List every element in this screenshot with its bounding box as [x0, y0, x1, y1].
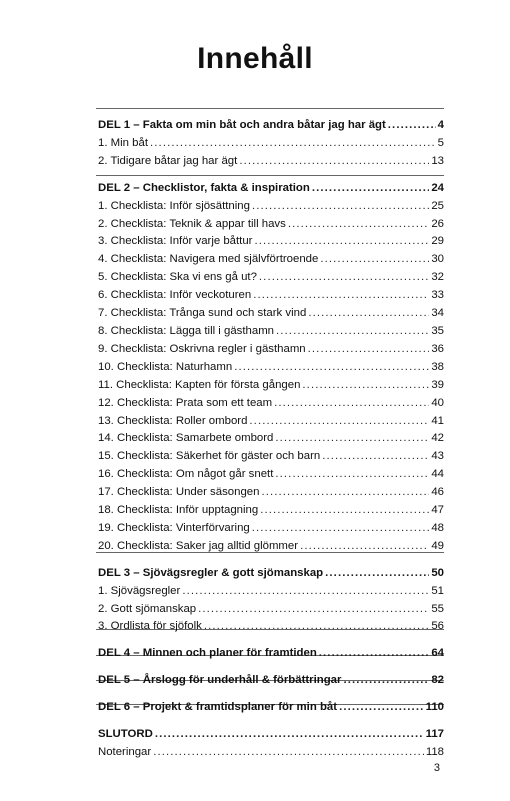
- toc-entry-label: 1. Checklista: Inför sjösättning: [98, 199, 250, 212]
- toc-entry-page: 13: [431, 154, 444, 167]
- toc-section-heading[interactable]: [98, 726, 444, 744]
- toc-entry[interactable]: [98, 520, 444, 538]
- toc-entry-page: 56: [431, 620, 444, 633]
- dot-leader: [261, 484, 429, 502]
- toc-entry-page: 49: [431, 539, 444, 552]
- toc-entry[interactable]: [98, 269, 444, 287]
- toc-section-heading[interactable]: [98, 645, 444, 663]
- toc-entry-label: 1. Min båt: [98, 136, 149, 149]
- toc-section-heading[interactable]: [98, 117, 444, 135]
- dot-leader: [150, 135, 436, 153]
- toc-entry-page: 32: [431, 271, 444, 284]
- dot-leader: [253, 287, 429, 305]
- toc-entry-label: 2. Checklista: Teknik & appar till havs: [98, 217, 286, 230]
- toc-entry-label: 8. Checklista: Lägga till i gästhamn: [98, 324, 275, 337]
- dot-leader: [288, 216, 430, 234]
- toc-entry[interactable]: [98, 502, 444, 520]
- dot-leader: [234, 359, 429, 377]
- section-spacer: [98, 717, 444, 726]
- toc-entry-page: 40: [431, 396, 444, 409]
- toc-entry-page: 55: [431, 602, 444, 615]
- dot-leader: [276, 323, 429, 341]
- toc-entry-page: 50: [431, 566, 444, 579]
- toc-entry-page: 24: [431, 181, 444, 194]
- toc-entry-page: 30: [431, 253, 444, 266]
- dot-leader: [300, 538, 429, 556]
- toc-entry-page: 36: [431, 342, 444, 355]
- toc-entry[interactable]: [98, 466, 444, 484]
- toc-entry-page: 118: [425, 746, 444, 758]
- toc-entry-page: 39: [431, 378, 444, 391]
- toc-entry-label: 11. Checklista: Kapten för första gången: [98, 378, 301, 391]
- toc-entry-label: SLUTORD: [98, 728, 153, 741]
- toc-entry-label: 19. Checklista: Vinterförvaring: [98, 521, 250, 534]
- toc-entry-page: 44: [431, 468, 444, 481]
- dot-leader: [339, 699, 424, 717]
- section-spacer: [98, 171, 444, 180]
- toc-entry-page: 51: [431, 584, 444, 597]
- toc-entry[interactable]: [98, 287, 444, 305]
- dot-leader: [343, 672, 429, 690]
- dot-leader: [182, 583, 429, 601]
- dot-leader: [320, 251, 429, 269]
- toc-entry[interactable]: [98, 135, 444, 153]
- toc-entry-page: 42: [431, 432, 444, 445]
- toc-entry[interactable]: [98, 305, 444, 323]
- dot-leader: [308, 341, 430, 359]
- toc-entry-label: DEL 6 – Projekt & framtidsplaner för min båt: [98, 701, 338, 714]
- toc-entry[interactable]: [98, 618, 444, 636]
- dot-leader: [204, 618, 430, 636]
- toc-entry-label: 6. Checklista: Inför veckoturen: [98, 289, 252, 302]
- toc-entry-label: 4. Checklista: Navigera med självförtroende: [98, 253, 319, 266]
- toc-entry-label: 13. Checklista: Roller ombord: [98, 414, 248, 427]
- toc-entry-label: 14. Checklista: Samarbete ombord: [98, 432, 274, 445]
- toc-section-heading[interactable]: [98, 672, 444, 690]
- dot-leader: [155, 726, 424, 744]
- dot-leader: [249, 413, 429, 431]
- dot-leader: [319, 645, 430, 663]
- dot-leader: [275, 466, 429, 484]
- page-number: 3: [433, 762, 440, 774]
- toc-entry-page: 117: [425, 728, 444, 741]
- dot-leader: [254, 233, 429, 251]
- toc-entry-page: 38: [431, 360, 444, 373]
- dot-leader: [322, 448, 429, 466]
- toc-entry-page: 43: [431, 450, 444, 463]
- toc-entry-label: 16. Checklista: Om något går snett: [98, 468, 274, 481]
- dot-leader: [302, 377, 429, 395]
- toc-entry-label: 5. Checklista: Ska vi ens gå ut?: [98, 271, 257, 284]
- dot-leader: [325, 565, 429, 583]
- dot-leader: [252, 198, 429, 216]
- toc-entry-label: DEL 3 – Sjövägsregler & gott sjömanskap: [98, 566, 324, 579]
- toc-section-heading[interactable]: [98, 699, 444, 717]
- toc-entry[interactable]: [98, 198, 444, 216]
- toc-entry-label: 2. Gott sjömanskap: [98, 602, 197, 615]
- toc-entry-page: 5: [437, 136, 444, 149]
- toc-entry-page: 34: [431, 307, 444, 320]
- toc-entry-label: 20. Checklista: Saker jag alltid glömmer: [98, 539, 299, 552]
- toc-entry-page: 41: [431, 414, 444, 427]
- dot-leader: [274, 395, 429, 413]
- toc-entry-label: 3. Checklista: Inför varje båttur: [98, 235, 253, 248]
- toc-entry[interactable]: [98, 413, 444, 431]
- table-of-contents: [98, 117, 444, 762]
- toc-entry-page: 26: [431, 217, 444, 230]
- dot-leader: [153, 744, 424, 762]
- toc-entry-label: 17. Checklista: Under säsongen: [98, 486, 260, 499]
- dot-leader: [312, 180, 429, 198]
- toc-entry[interactable]: [98, 430, 444, 448]
- toc-entry-label: Noteringar: [98, 746, 152, 758]
- toc-entry-page: 110: [425, 701, 444, 714]
- dot-leader: [308, 305, 429, 323]
- dot-leader: [260, 502, 429, 520]
- toc-section-heading[interactable]: [98, 565, 444, 583]
- toc-entry-label: 7. Checklista: Trånga sund och stark vind: [98, 307, 307, 320]
- dot-leader: [239, 153, 429, 171]
- toc-entry[interactable]: [98, 395, 444, 413]
- toc-entry-page: 29: [431, 235, 444, 248]
- toc-entry-page: 82: [431, 674, 444, 687]
- divider-line: [96, 108, 444, 109]
- section-spacer: [98, 556, 444, 565]
- dot-leader: [252, 520, 430, 538]
- toc-entry[interactable]: [98, 233, 444, 251]
- toc-section-heading[interactable]: [98, 180, 444, 198]
- toc-entry-label: 9. Checklista: Oskrivna regler i gästhamn: [98, 342, 306, 355]
- toc-entry-label: 3. Ordlista för sjöfolk: [98, 620, 202, 633]
- toc-entry-page: 33: [431, 289, 444, 302]
- toc-entry-label: 12. Checklista: Prata som ett team: [98, 396, 273, 409]
- toc-entry[interactable]: [98, 538, 444, 556]
- toc-entry-page: 35: [431, 324, 444, 337]
- toc-entry-label: DEL 2 – Checklistor, fakta & inspiration: [98, 181, 310, 194]
- dot-leader: [259, 269, 429, 287]
- section-spacer: [98, 663, 444, 672]
- toc-entry-page: 64: [431, 647, 444, 660]
- toc-entry[interactable]: [98, 216, 444, 234]
- toc-entry[interactable]: [98, 744, 444, 762]
- toc-entry[interactable]: [98, 323, 444, 341]
- dot-leader: [198, 601, 429, 619]
- toc-entry[interactable]: [98, 484, 444, 502]
- page-title: Innehåll: [197, 42, 313, 75]
- toc-entry[interactable]: [98, 251, 444, 269]
- toc-entry-page: 48: [431, 521, 444, 534]
- toc-entry-label: 2. Tidigare båtar jag har ägt: [98, 154, 238, 167]
- toc-entry[interactable]: [98, 583, 444, 601]
- toc-entry-label: 1. Sjövägsregler: [98, 584, 181, 597]
- toc-entry-label: 18. Checklista: Inför upptagning: [98, 504, 259, 517]
- toc-entry[interactable]: [98, 377, 444, 395]
- toc-entry-page: 46: [431, 486, 444, 499]
- toc-entry[interactable]: [98, 448, 444, 466]
- toc-entry-page: 4: [437, 119, 444, 131]
- toc-entry-label: DEL 1 – Fakta om min båt och andra båtar jag har ägt: [98, 119, 386, 131]
- toc-entry-page: 47: [431, 504, 444, 517]
- toc-entry[interactable]: [98, 601, 444, 619]
- toc-entry[interactable]: [98, 153, 444, 171]
- toc-entry-label: DEL 5 – Årslogg för underhåll & förbättringar: [98, 674, 342, 687]
- toc-entry[interactable]: [98, 341, 444, 359]
- dot-leader: [388, 117, 436, 135]
- toc-entry[interactable]: [98, 359, 444, 377]
- toc-entry-label: 10. Checklista: Naturhamn: [98, 360, 233, 373]
- section-spacer: [98, 636, 444, 645]
- toc-entry-label: 15. Checklista: Säkerhet för gäster och barn: [98, 450, 321, 463]
- section-spacer: [98, 690, 444, 699]
- toc-entry-page: 25: [431, 199, 444, 212]
- toc-entry-label: DEL 4 – Minnen och planer för framtiden: [98, 647, 317, 660]
- dot-leader: [275, 430, 429, 448]
